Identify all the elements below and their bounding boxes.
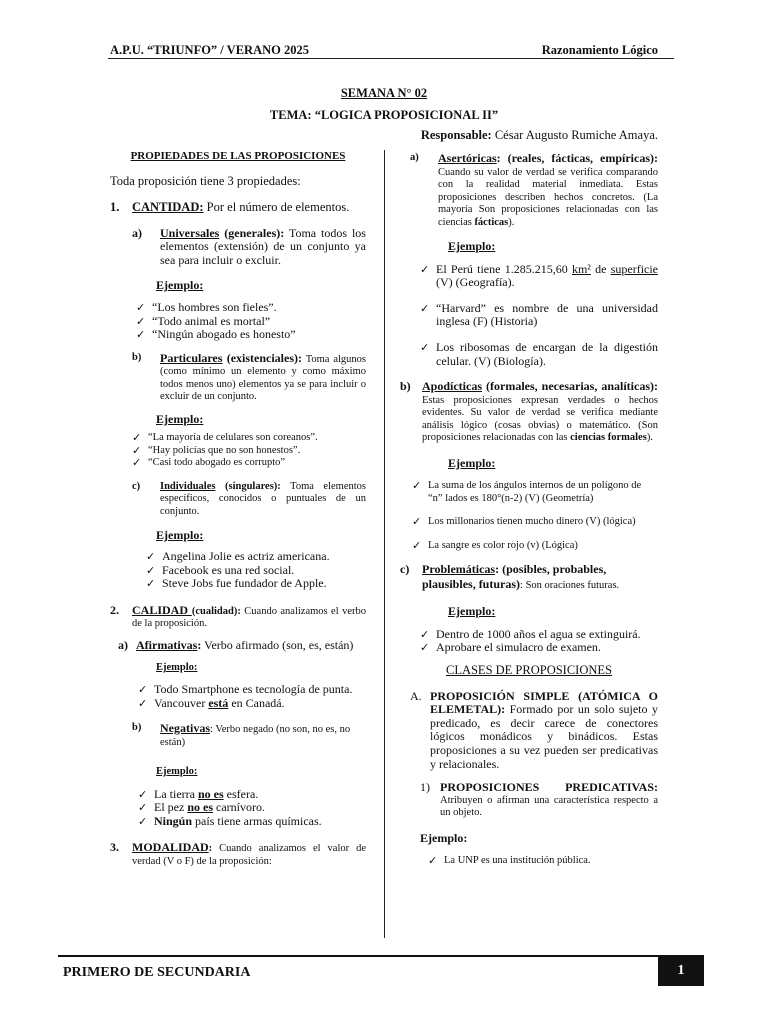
list-item: ✓ El pez no es carnívoro. <box>136 801 366 815</box>
modalidad-item: 3. MODALIDAD: Cuando analizamos el valor de verdad (V o F) de la proposición: <box>110 840 366 867</box>
list-item: ✓ Steve Jobs fue fundador de Apple. <box>144 577 366 591</box>
example-list <box>136 683 366 710</box>
example-list <box>144 550 366 591</box>
ejemplo-label: Ejemplo: <box>156 411 204 426</box>
footer-rule <box>58 955 704 957</box>
responsable-name: César Augusto Rumiche Amaya. <box>491 128 658 142</box>
example-list <box>418 628 658 655</box>
ejemplo-label: Ejemplo: <box>156 662 198 674</box>
ejemplo-label: Ejemplo: <box>156 766 198 778</box>
list-item: ✓ Todo Smartphone es tecnología de punta. <box>136 683 366 697</box>
page-header-left: A.P.U. “TRIUNFO” / VERANO 2025 <box>110 43 309 57</box>
list-item: ✓ Facebook es una red social. <box>144 564 366 578</box>
asertoricas-item: a) Asertóricas: (reales, fácticas, empíricas): Cuando su valor de verdad se verifica comparando con la realidad material inmediata. Estas proposiciones describen hechos concretos. (La mayoría Son proposiciones relacionadas con las ciencias fácticas). <box>410 151 658 228</box>
ejemplo-label: Ejemplo: <box>448 455 496 470</box>
apodicticas-item: b) Apodícticas (formales, necesarias, analíticas): Estas proposiciones expresan verdades o hechos evidentes. Su valor de verdad se verifica mediante análisis lógico (cosas obvias) o matemático. (Son proposiciones relacionadas con las ciencias formales). <box>400 379 658 444</box>
ejemplo-label: Ejemplo: <box>448 604 496 619</box>
cantidad-item: 1. CANTIDAD: Por el número de elementos. <box>110 200 350 215</box>
left-column <box>110 148 366 868</box>
right-column <box>400 148 658 868</box>
clases-heading: CLASES DE PROPOSICIONES <box>445 663 612 678</box>
list-item: ✓ Aprobare el simulacro de examen. <box>418 641 658 655</box>
example-list <box>134 301 366 342</box>
list-item: ✓ Ningún país tiene armas químicas. <box>136 815 366 829</box>
list-item: ✓ La sangre es color rojo (v) (Lógica) <box>410 540 658 553</box>
problematicas-item: c) Problemáticas: (posibles, probables, plausibles, futuras): Son oraciones futuras. <box>400 562 620 591</box>
list-item: ✓ La tierra no es esfera. <box>136 788 366 802</box>
list-item: ✓ “Todo animal es mortal” <box>134 315 366 329</box>
tema-title: TEMA: “LOGICA PROPOSICIONAL II” <box>269 108 499 122</box>
example-list <box>426 855 658 868</box>
page-number: 1 <box>658 955 704 986</box>
ejemplo-label: Ejemplo: <box>420 830 468 845</box>
list-item: ✓ Vancouver está en Canadá. <box>136 697 366 711</box>
list-item: ✓ Angelina Jolie es actriz americana. <box>144 550 366 564</box>
page-header-right: Razonamiento Lógico <box>541 43 658 57</box>
list-item: ✓ La UNP es una institución pública. <box>426 855 658 868</box>
responsable-label: Responsable: <box>420 128 492 142</box>
list-item: ✓ El Perú tiene 1.285.215,60 km² de superficie (V) (Geografía). <box>418 263 658 290</box>
semana-title: SEMANA N° 02 <box>340 86 428 100</box>
column-divider <box>384 150 385 938</box>
proposicion-simple-item: A. PROPOSICIÓN SIMPLE (ATÓMICA O ELEMETAL): Formado por un solo sujeto y predicado, es decir carece de conectores lógicos monádicos y binádicos. Estas proposiciones a su vez pueden ser predicativas y relacionales. <box>410 688 658 771</box>
predicativas-item: 1) PROPOSICIONES PREDICATIVAS: Atribuyen o afirman una característica respecto a un objeto. <box>420 780 658 819</box>
list-item: ✓ Los ribosomas de encargan de la digestión celular. (V) (Biología). <box>418 341 658 368</box>
list-item: ✓ “Ningún abogado es honesto” <box>134 328 366 342</box>
ejemplo-label: Ejemplo: <box>156 528 204 543</box>
list-item: ✓ Dentro de 1000 años el agua se extinguirá. <box>418 628 658 642</box>
footer-label: PRIMERO DE SECUNDARIA <box>63 965 251 980</box>
list-item: ✓ Los millonarios tienen mucho dinero (V) (lógica) <box>410 516 658 529</box>
ejemplo-label: Ejemplo: <box>448 239 496 253</box>
list-item: ✓ “Hay policías que no son honestos”. <box>130 445 366 458</box>
calidad-item: 2. CALIDAD (cualidad): Cuando analizamos el verbo de la proposición. <box>110 602 366 630</box>
header-rule <box>108 58 674 59</box>
responsable <box>421 128 658 143</box>
individuales-item: c) Individuales (singulares): Toma elementos específicos, conocidos o puntuales de un conjunto. <box>132 480 366 517</box>
example-list <box>410 480 658 552</box>
intro-text: Toda proposición tiene 3 propiedades: <box>110 173 301 188</box>
universales-item: a) Universales (generales): Toma todos los elementos (extensión) de un conjunto ya sea para incluir o excluir. <box>132 225 366 267</box>
example-list <box>130 432 366 470</box>
section-heading: PROPIEDADES DE LAS PROPOSICIONES <box>130 150 346 162</box>
list-item: ✓ “Los hombres son fieles”. <box>134 301 366 315</box>
ejemplo-label: Ejemplo: <box>156 278 204 293</box>
example-list <box>418 263 658 369</box>
list-item: ✓ “Casi todo abogado es corrupto” <box>130 457 366 470</box>
example-list <box>136 788 366 829</box>
particulares-item: b) Particulares (existenciales): Toma algunos (como mínimo un elemento y como máximo todos menos uno) elementos ya se para incluir o excluir de un conjunto. <box>132 350 366 403</box>
list-item: ✓ “Harvard” es nombre de una universidad inglesa (F) (Historia) <box>418 302 658 329</box>
negativas-item: b) Negativas: Verbo negado (no son, no es, no están) <box>132 721 351 748</box>
list-item: ✓ La suma de los ángulos internos de un polígono de “n” lados es 180°(n-2) (V) (Geometría) <box>410 480 658 505</box>
list-item: ✓ “La mayoría de celulares son coreanos”. <box>130 432 366 445</box>
afirmativas-item: a) Afirmativas: Verbo afirmado (son, es, están) <box>118 637 354 652</box>
